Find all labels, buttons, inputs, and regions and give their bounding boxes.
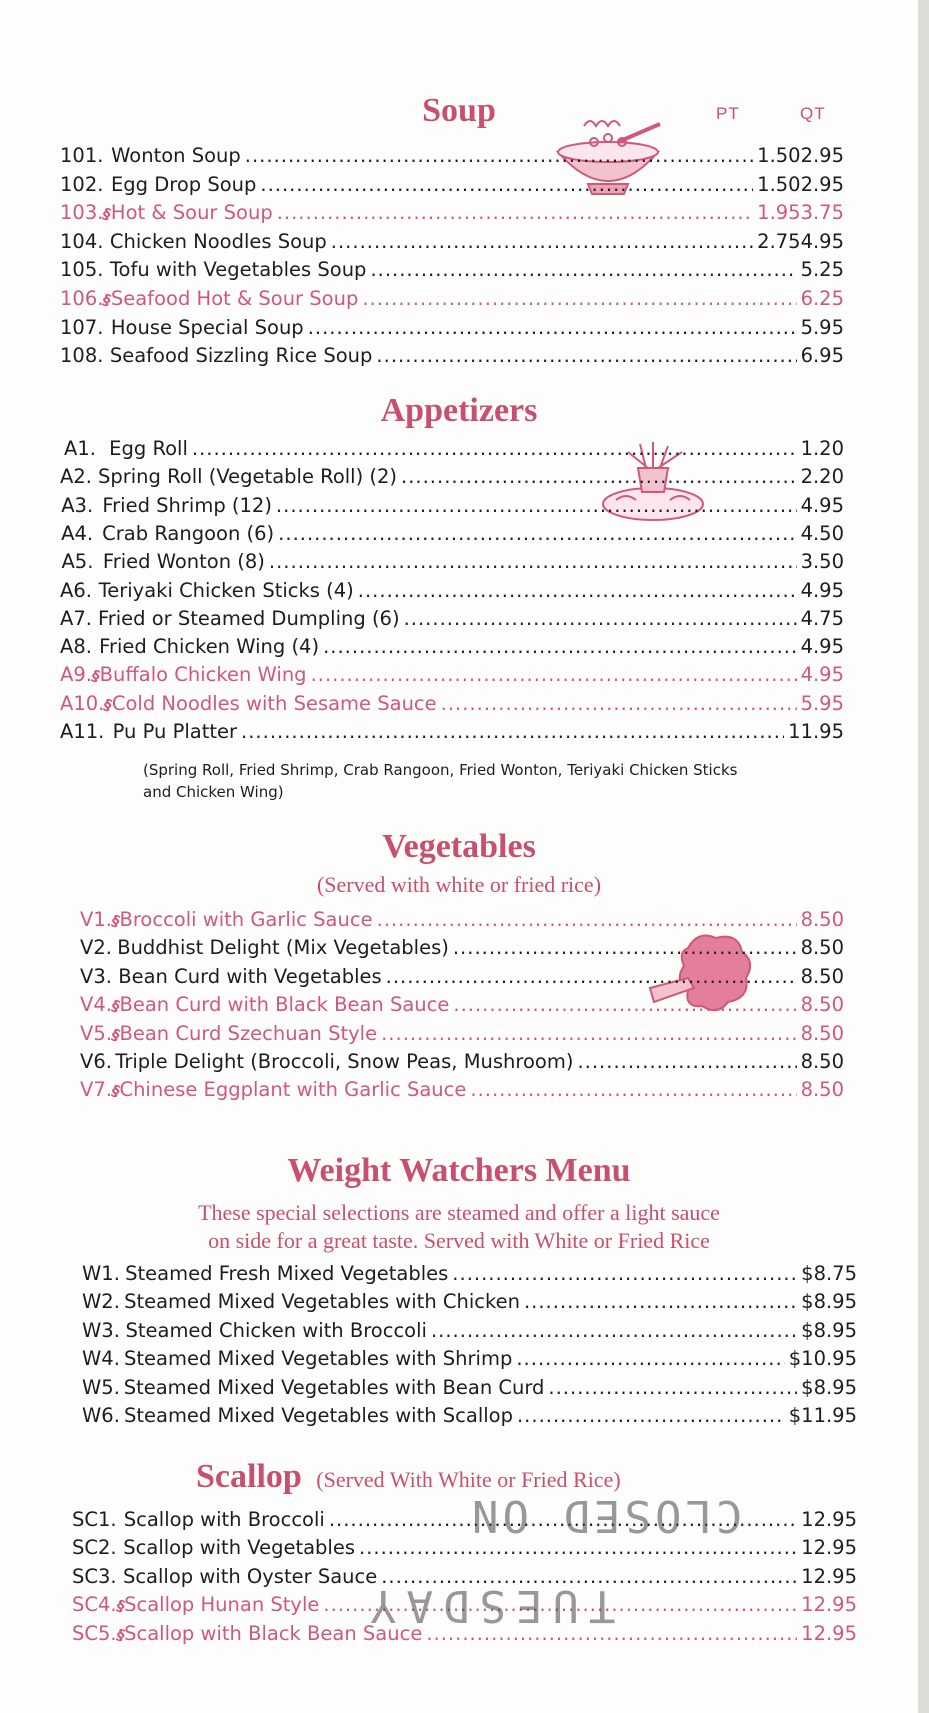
item-price: $8.75 xyxy=(801,1262,857,1285)
chili-pepper-icon: § xyxy=(109,1024,123,1045)
item-name: Chicken Noodles Soup xyxy=(109,229,327,253)
leader-dots xyxy=(323,633,797,661)
item-price: 12.95 xyxy=(801,1564,857,1588)
item-number: A11. xyxy=(60,720,105,743)
platter-note-line2: and Chicken Wing) xyxy=(143,783,284,801)
menu-item-row xyxy=(82,1260,857,1288)
menu-item-row xyxy=(82,1402,857,1430)
item-price-quart: 4.95 xyxy=(800,229,844,253)
item-number: V3. xyxy=(80,964,112,988)
item-price-quart: 3.75 xyxy=(800,201,844,225)
item-number: A10. xyxy=(60,691,105,715)
menu-item-row xyxy=(60,285,844,314)
item-price: 12.95 xyxy=(801,1621,857,1645)
item-number: A5. xyxy=(61,550,94,574)
weight-watchers-desc-line2: on side for a great taste. Served with White or Fried Rice xyxy=(208,1228,710,1253)
item-number: SC3. xyxy=(72,1564,117,1588)
leader-dots xyxy=(311,661,797,689)
item-price: 8.50 xyxy=(800,1078,844,1102)
leader-dots xyxy=(358,577,797,605)
item-number: 107. xyxy=(60,315,104,339)
item-name: Scallop Hunan Style xyxy=(124,1593,320,1617)
item-name: Seafood Sizzling Rice Soup xyxy=(109,344,373,368)
quart-column-label: QT xyxy=(800,104,826,123)
item-number: 101. xyxy=(60,144,104,167)
item-number: 102. xyxy=(60,172,104,196)
soup-heading: Soup xyxy=(422,92,496,129)
item-name: House Special Soup xyxy=(110,315,304,339)
leader-dots xyxy=(524,1288,797,1316)
item-price: 4.50 xyxy=(800,521,844,545)
item-name: Fried Wonton (8) xyxy=(102,550,265,574)
menu-item-row xyxy=(82,1374,857,1402)
item-number: SC4. xyxy=(72,1593,117,1617)
item-price: 8.50 xyxy=(800,908,844,931)
item-number: 103. xyxy=(60,201,104,225)
item-number: A7. xyxy=(60,606,92,630)
item-name: Spring Roll (Vegetable Roll) (2) xyxy=(97,465,398,489)
item-name: Tofu with Vegetables Soup xyxy=(109,258,367,282)
menu-item-row xyxy=(60,199,844,228)
item-number: A6. xyxy=(60,578,92,602)
item-number: V4. xyxy=(80,993,112,1017)
item-name: Teriyaki Chicken Sticks (4) xyxy=(98,578,354,602)
item-name: Triple Delight (Broccoli, Snow Peas, Mushroom) xyxy=(115,1050,574,1073)
menu-item-row xyxy=(80,1020,844,1049)
menu-item-row xyxy=(60,577,844,605)
page-edge xyxy=(918,0,929,1713)
item-name: Bean Curd with Black Bean Sauce xyxy=(119,993,450,1017)
item-name: Scallop with Vegetables xyxy=(123,1536,356,1560)
menu-item-row xyxy=(60,520,844,548)
chili-pepper-icon: § xyxy=(109,911,123,931)
item-name: Chinese Eggplant with Garlic Sauce xyxy=(119,1078,467,1102)
leader-dots xyxy=(370,256,796,284)
item-price: 5.95 xyxy=(800,691,844,715)
item-number: SC5. xyxy=(72,1621,117,1645)
item-name: Fried Shrimp (12) xyxy=(102,493,272,517)
item-price: 4.95 xyxy=(800,635,844,659)
item-number: V6. xyxy=(80,1050,112,1073)
item-price-pint: 2.75 xyxy=(757,229,801,253)
leader-dots xyxy=(431,1317,797,1345)
item-name: Egg Roll xyxy=(109,437,188,460)
item-number: SC2. xyxy=(72,1536,117,1560)
item-price: $8.95 xyxy=(801,1290,857,1314)
chili-pepper-icon: § xyxy=(113,1596,127,1616)
menu-item-row xyxy=(60,690,844,719)
weight-watchers-heading: Weight Watchers Menu xyxy=(287,1152,631,1189)
leader-dots xyxy=(453,991,796,1019)
item-name: Scallop with Oyster Sauce xyxy=(122,1564,378,1588)
leader-dots xyxy=(376,342,796,370)
leader-dots xyxy=(377,906,797,934)
item-name: Pu Pu Platter xyxy=(112,720,238,743)
item-name: Seafood Hot & Sour Soup xyxy=(110,287,359,310)
leader-dots xyxy=(441,690,797,718)
item-price-quart: 2.95 xyxy=(800,172,844,196)
item-price: 1.20 xyxy=(800,437,844,460)
item-price: $8.95 xyxy=(801,1318,857,1342)
appetizers-heading: Appetizers xyxy=(380,392,538,429)
item-price: 8.50 xyxy=(800,1021,844,1045)
menu-item-row xyxy=(80,1076,844,1105)
item-price-pint: 1.50 xyxy=(757,172,801,196)
item-price-quart: 6.25 xyxy=(800,287,844,310)
menu-item-row xyxy=(60,633,844,661)
item-number: W6. xyxy=(82,1404,120,1427)
menu-item-row xyxy=(60,171,844,199)
item-name: Steamed Mixed Vegetables with Chicken xyxy=(124,1290,520,1314)
menu-item-row xyxy=(82,1317,857,1345)
item-name: Egg Drop Soup xyxy=(110,172,257,196)
leader-dots xyxy=(331,228,753,256)
item-name: Scallop with Broccoli xyxy=(123,1508,325,1531)
leader-dots xyxy=(245,142,753,170)
item-number: 106. xyxy=(60,287,104,310)
pint-column-label: PT xyxy=(716,104,740,123)
item-price: 11.95 xyxy=(788,720,844,743)
menu-item-row xyxy=(60,256,844,284)
leader-dots xyxy=(452,1260,797,1288)
handwritten-note-tuesday: TUESDAY xyxy=(360,1580,616,1631)
item-price-quart: 6.95 xyxy=(800,344,844,368)
item-number: A9. xyxy=(60,663,93,687)
item-name: Broccoli with Garlic Sauce xyxy=(119,908,373,931)
leader-dots xyxy=(517,1402,785,1430)
item-number: SC1. xyxy=(72,1508,117,1531)
chili-pepper-icon: § xyxy=(113,1624,127,1645)
menu-item-row xyxy=(80,991,844,1020)
item-number: A4. xyxy=(61,521,94,545)
item-number: A3. xyxy=(61,493,94,517)
scallop-heading: Scallop xyxy=(196,1458,302,1495)
item-number: 108. xyxy=(60,344,104,368)
leader-dots xyxy=(453,934,797,962)
item-price: 4.95 xyxy=(800,493,844,517)
menu-item-row xyxy=(60,492,844,520)
item-name: Buddhist Delight (Mix Vegetables) xyxy=(117,936,449,960)
weight-watchers-desc-line1: These special selections are steamed and offer a light sauce xyxy=(198,1200,720,1225)
item-price: 12.95 xyxy=(801,1593,857,1617)
item-price: 4.95 xyxy=(800,663,844,687)
leader-dots xyxy=(269,548,797,576)
item-number: A8. xyxy=(60,635,92,659)
menu-item-row xyxy=(60,605,844,633)
item-number: A2. xyxy=(60,465,92,489)
item-name: Hot & Sour Soup xyxy=(110,201,273,225)
item-price-pint: 1.95 xyxy=(757,201,801,225)
platter-note-line1: (Spring Roll, Fried Shrimp, Crab Rangoon, Fried Wonton, Teriyaki Chicken Sticks xyxy=(143,761,738,779)
item-price: $10.95 xyxy=(788,1347,857,1371)
leader-dots xyxy=(277,199,753,227)
item-price-quart: 5.95 xyxy=(800,315,844,339)
leader-dots xyxy=(381,1020,796,1048)
menu-item-row xyxy=(60,718,844,746)
vegetables-heading: Vegetables xyxy=(382,828,536,865)
menu-item-row xyxy=(60,435,844,463)
item-price-quart: 5.25 xyxy=(800,258,844,282)
chili-pepper-icon: § xyxy=(100,204,114,224)
chili-pepper-icon: § xyxy=(100,290,114,310)
leader-dots xyxy=(401,463,797,491)
leader-dots xyxy=(278,520,796,548)
menu-item-row xyxy=(82,1288,857,1316)
item-price-pint: 1.50 xyxy=(757,144,801,167)
item-number: W3. xyxy=(82,1318,120,1342)
item-name: Fried or Steamed Dumpling (6) xyxy=(97,606,400,630)
menu-item-row xyxy=(80,906,844,935)
menu-item-row xyxy=(80,934,844,962)
item-name: Steamed Mixed Vegetables with Shrimp xyxy=(123,1347,513,1371)
menu-item-row xyxy=(60,314,844,342)
item-price: 8.50 xyxy=(800,993,844,1017)
item-price: 8.50 xyxy=(800,1050,844,1073)
menu-item-row xyxy=(60,142,844,170)
item-price-quart: 2.95 xyxy=(800,144,844,167)
item-name: Wonton Soup xyxy=(111,144,241,167)
leader-dots xyxy=(548,1374,797,1402)
item-number: 105. xyxy=(60,258,104,282)
scallop-subtitle: (Served With White or Fried Rice) xyxy=(316,1467,621,1492)
item-number: W4. xyxy=(82,1347,120,1371)
item-name: Fried Chicken Wing (4) xyxy=(99,635,320,659)
item-price: 4.95 xyxy=(800,578,844,602)
menu-item-row xyxy=(60,661,844,690)
leader-dots xyxy=(470,1076,796,1104)
menu-item-row xyxy=(82,1345,857,1373)
item-name: Bean Curd Szechuan Style xyxy=(119,1021,378,1045)
chili-pepper-icon: § xyxy=(101,694,115,715)
item-name: Scallop with Black Bean Sauce xyxy=(124,1621,423,1645)
leader-dots xyxy=(308,314,797,342)
item-price: 8.50 xyxy=(800,964,844,988)
item-price: $11.95 xyxy=(788,1404,857,1427)
item-number: W1. xyxy=(82,1262,120,1285)
vegetables-subtitle: (Served with white or fried rice) xyxy=(316,872,602,897)
item-name: Steamed Mixed Vegetables with Bean Curd xyxy=(123,1375,545,1399)
item-number: 104. xyxy=(60,229,104,253)
item-price: 8.50 xyxy=(800,936,844,960)
menu-item-row xyxy=(80,1048,844,1076)
menu-item-row xyxy=(60,548,844,576)
leader-dots xyxy=(577,1048,796,1076)
item-number: V7. xyxy=(80,1078,112,1102)
menu-item-row xyxy=(80,963,844,991)
item-number: A1. xyxy=(64,437,96,460)
leader-dots xyxy=(241,718,784,746)
item-price: 3.50 xyxy=(800,550,844,574)
item-number: V1. xyxy=(80,908,112,931)
leader-dots xyxy=(386,963,797,991)
item-name: Buffalo Chicken Wing xyxy=(99,663,307,687)
leader-dots xyxy=(276,492,797,520)
menu-item-row xyxy=(60,463,844,491)
item-number: V5. xyxy=(80,1021,112,1045)
item-price: 4.75 xyxy=(800,606,844,630)
leader-dots xyxy=(404,605,797,633)
chili-pepper-icon: § xyxy=(109,1081,123,1102)
item-number: V2. xyxy=(80,936,112,960)
handwritten-note-closed-on: CLOSED ON xyxy=(468,1490,743,1541)
item-price: 12.95 xyxy=(801,1536,857,1560)
item-name: Steamed Mixed Vegetables with Scallop xyxy=(123,1404,513,1427)
item-name: Steamed Fresh Mixed Vegetables xyxy=(125,1262,449,1285)
item-name: Cold Noodles with Sesame Sauce xyxy=(111,691,437,715)
leader-dots xyxy=(362,285,796,313)
leader-dots xyxy=(516,1345,784,1373)
menu-item-row xyxy=(60,342,844,370)
menu-item-row xyxy=(60,228,844,256)
item-price: 12.95 xyxy=(801,1508,857,1531)
chili-pepper-icon: § xyxy=(109,996,123,1016)
item-price: 2.20 xyxy=(800,465,844,489)
item-name: Steamed Chicken with Broccoli xyxy=(125,1318,427,1342)
item-price: $8.95 xyxy=(801,1375,857,1399)
item-number: W2. xyxy=(82,1290,120,1314)
item-number: W5. xyxy=(82,1375,120,1399)
item-name: Crab Rangoon (6) xyxy=(102,521,275,545)
leader-dots xyxy=(192,435,797,463)
item-name: Bean Curd with Vegetables xyxy=(118,964,382,988)
chili-pepper-icon: § xyxy=(89,666,103,687)
leader-dots xyxy=(260,171,753,199)
